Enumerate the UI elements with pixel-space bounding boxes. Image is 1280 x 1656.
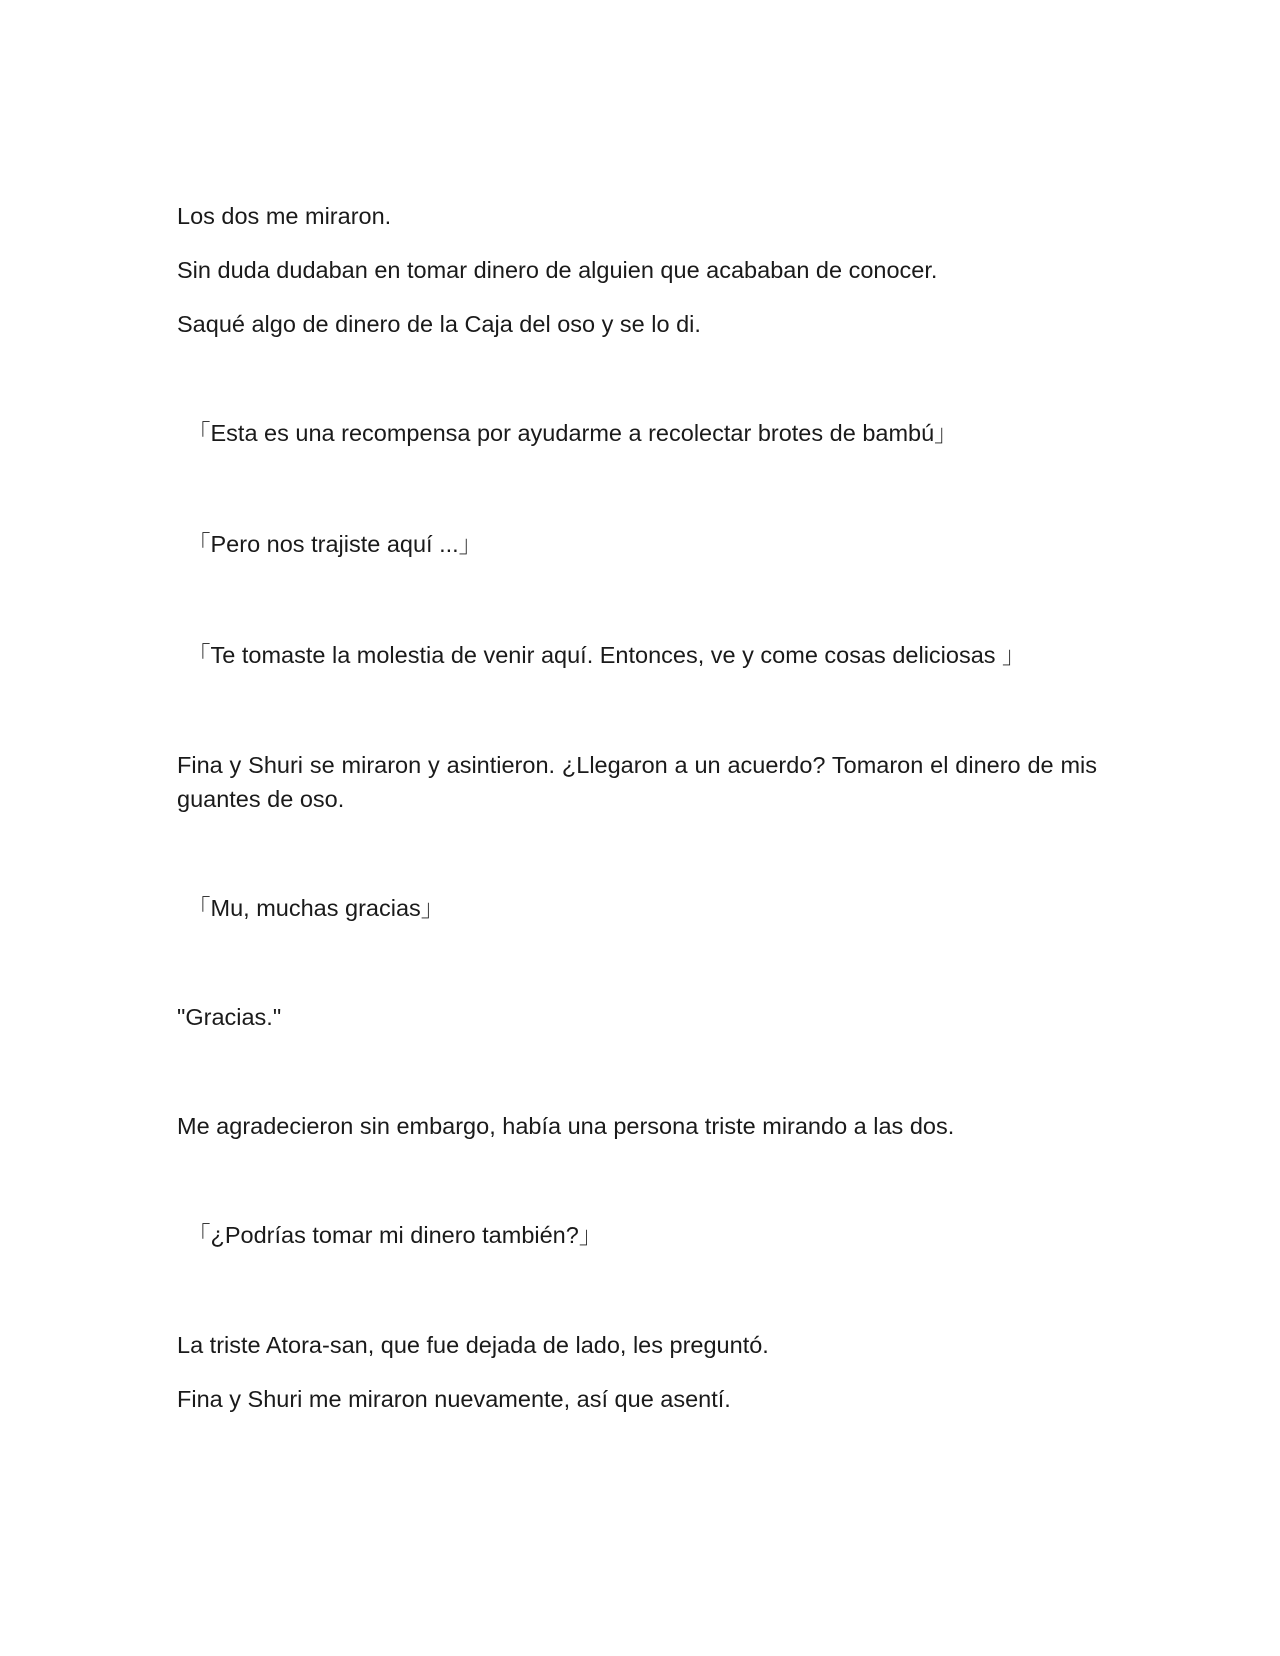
paragraph-narration: Me agradecieron sin embargo, había una persona triste mirando a las dos.: [177, 1113, 955, 1139]
paragraph-dialogue: 「Esta es una recompensa por ayudarme a recolectar brotes de bambú」: [187, 420, 958, 446]
paragraph-dialogue: 「Mu, muchas gracias」: [187, 895, 445, 921]
paragraph-dialogue: 「¿Podrías tomar mi dinero también?」: [187, 1222, 603, 1248]
paragraph-dialogue: 「Pero nos trajiste aquí ...」: [187, 531, 483, 557]
paragraph-narration: La triste Atora-san, que fue dejada de lado, les preguntó.: [177, 1332, 769, 1358]
paragraph-dialogue: "Gracias.": [177, 1004, 282, 1030]
paragraph-dialogue: 「Te tomaste la molestia de venir aquí. Entonces, ve y come cosas deliciosas 」: [187, 642, 1026, 668]
paragraph-narration: Los dos me miraron.: [177, 203, 392, 229]
paragraph-narration: Sin duda dudaban en tomar dinero de alguien que acababan de conocer.: [177, 257, 938, 283]
paragraph-narration: Fina y Shuri se miraron y asintieron. ¿Llegaron a un acuerdo? Tomaron el dinero de mis guantes de oso.: [177, 752, 1097, 812]
paragraph-narration: Fina y Shuri me miraron nuevamente, así que asentí.: [177, 1386, 731, 1412]
paragraph-narration: Saqué algo de dinero de la Caja del oso y se lo di.: [177, 311, 701, 337]
